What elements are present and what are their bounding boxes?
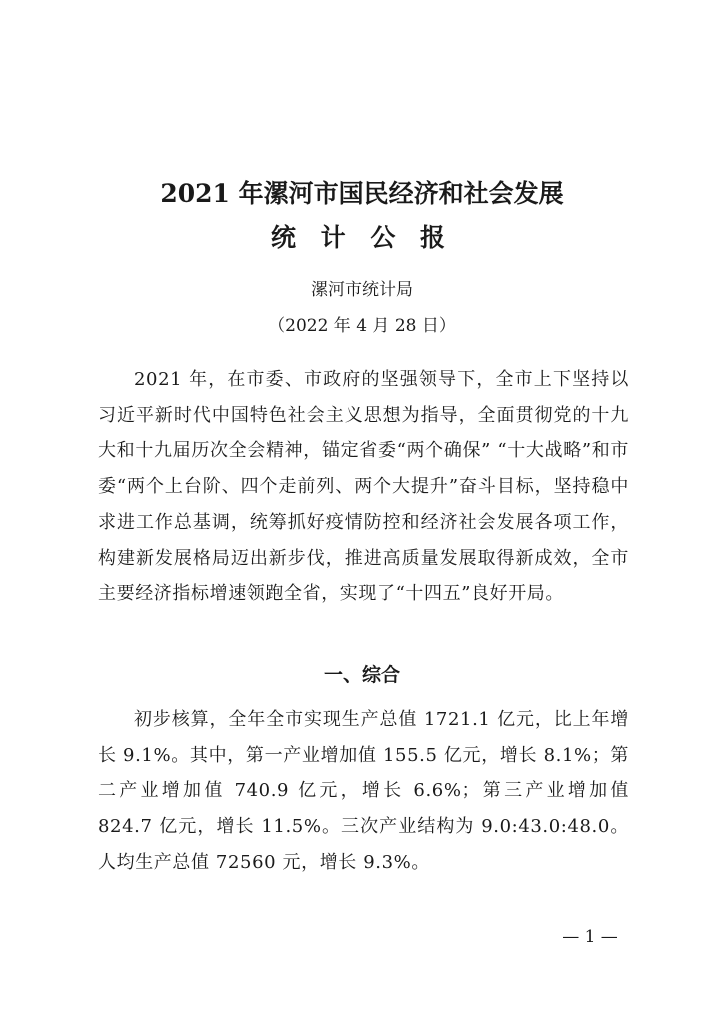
overview-paragraph: 初步核算，全年全市实现生产总值 1721.1 亿元，比上年增长 9.1%。其中，第一产业增加值 155.5 亿元，增长 8.1%；第二产业增加值 740.9 亿元，增长 6.6%；第三产业增加值 824.7 亿元，增长 11.5%。三次产业结构为 9.0:43.0:48.0。人均生产总值 72560 元，增长 9.3%。	[98, 709, 629, 873]
intro-paragraph: 2021 年，在市委、市政府的坚强领导下，全市上下坚持以习近平新时代中国特色社会主义思想为指导，全面贯彻党的十九大和十九届历次全会精神，锚定省委“两个确保” “十大战略”和市委“两个上台阶、四个走前列、两个大提升”奋斗目标，坚持稳中求进工作总基调，统筹抓好疫情防控和经济社会发展各项工作，构建新发展格局迈出新步伐，推进高质量发展取得新成效，全市主要经济指标增速领跑全省，实现了“十四五”良好开局。	[98, 369, 629, 605]
publication-date: （2022 年 4 月 28 日）	[268, 316, 456, 336]
section-heading-overview: 一、综合	[323, 664, 400, 686]
report-title-line2: 统 计 公 报	[270, 223, 454, 252]
issuing-authority: 漯河市统计局	[311, 280, 413, 300]
report-title-line1: 2021 年漯河市国民经济和社会发展	[160, 179, 564, 208]
page-number: — 1 —	[562, 927, 618, 947]
